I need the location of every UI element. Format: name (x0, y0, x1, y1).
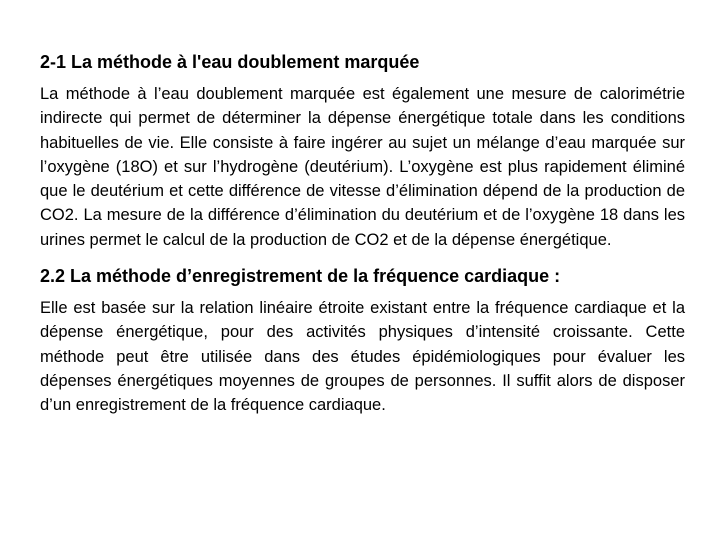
section-2-paragraph: Elle est basée sur la relation linéaire étroite existant entre la fréquence cardiaque et la dépense énergétique, pour des activités physiques d’intensité croissante. Cette méthode peut être utilisée dans des études épidémiologiques pour évaluer les dépenses énergétiques moyennes de groupes de personnes. Il suffit alors de disposer d’un enregistrement de la fréquence cardiaque. (40, 299, 685, 415)
section-1-heading: 2-1 La méthode à l'eau doublement marquée (40, 52, 420, 72)
document-page (40, 50, 685, 418)
section-1-paragraph: La méthode à l’eau doublement marquée est également une mesure de calorimétrie indirecte qui permet de déterminer la dépense énergétique totale dans les conditions habituelles de vie. Elle consiste à faire ingérer au sujet un mélange d’eau marquée sur l’oxygène (18O) et sur l’hydrogène (deutérium). L’oxygène est plus rapidement éliminé que le deutérium et cette différence de vitesse d’élimination dépend de la production de CO2. La mesure de la différence d’élimination du deutérium et de l’oxygène 18 dans les urines permet le calcul de la production de CO2 et de la dépense énergétique. (40, 85, 685, 249)
section-2-heading: 2.2 La méthode d’enregistrement de la fréquence cardiaque : (40, 266, 561, 287)
